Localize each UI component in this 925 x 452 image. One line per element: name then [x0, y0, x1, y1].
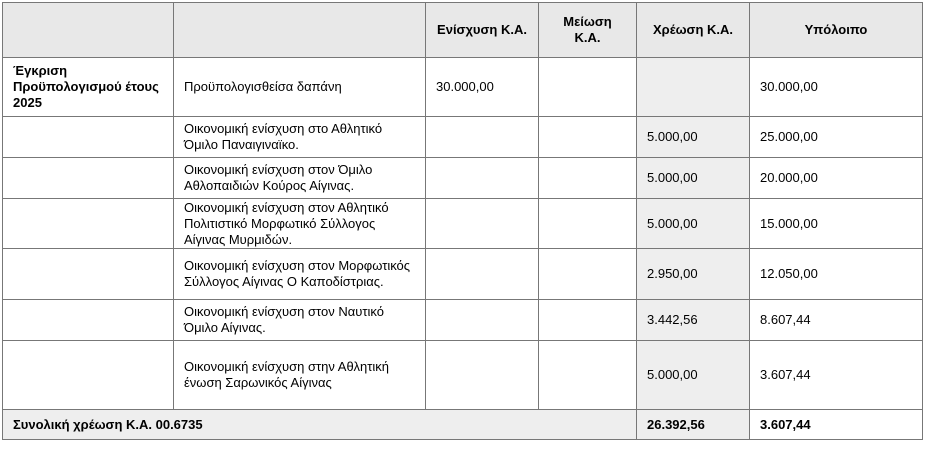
row-description: Οικονομική ενίσχυση στον Μορφωτικός Σύλλογος Αίγινας Ο Καποδίστριας. [174, 249, 426, 300]
row-xreosi: 5.000,00 [637, 158, 750, 199]
total-label: Συνολική χρέωση Κ.Α. 00.6735 [3, 410, 637, 440]
row-ypoloipo: 3.607,44 [750, 341, 923, 410]
row-label-empty [3, 158, 174, 199]
row-label-empty [3, 199, 174, 249]
header-cell-empty-1 [3, 3, 174, 58]
header-ypoloipo: Υπόλοιπο [750, 3, 923, 58]
row-xreosi: 5.000,00 [637, 199, 750, 249]
row-xreosi: 3.442,56 [637, 300, 750, 341]
row-enisxysi [426, 199, 539, 249]
approval-label: Έγκριση Προϋπολογισμού έτους 2025 [3, 58, 174, 117]
row-meiosi [539, 158, 637, 199]
row-ypoloipo: 12.050,00 [750, 249, 923, 300]
row-description: Οικονομική ενίσχυση στον Ναυτικό Όμιλο Αίγινας. [174, 300, 426, 341]
row-description: Οικονομική ενίσχυση στην Αθλητική ένωση Σαρωνικός Αίγινας [174, 341, 426, 410]
row-enisxysi [426, 117, 539, 158]
row-xreosi [637, 58, 750, 117]
row-label-empty [3, 249, 174, 300]
row-label-empty [3, 300, 174, 341]
row-description: Οικονομική ενίσχυση στο Αθλητικό Όμιλο Παναιγιναϊκο. [174, 117, 426, 158]
row-meiosi [539, 300, 637, 341]
row-label-empty [3, 117, 174, 158]
table-row [3, 58, 923, 117]
row-xreosi: 5.000,00 [637, 117, 750, 158]
table-row [3, 158, 923, 199]
header-cell-empty-2 [174, 3, 426, 58]
header-enisxysi: Ενίσχυση Κ.Α. [426, 3, 539, 58]
table-row [3, 300, 923, 341]
total-ypoloipo: 3.607,44 [750, 410, 923, 440]
row-enisxysi [426, 341, 539, 410]
row-ypoloipo: 25.000,00 [750, 117, 923, 158]
row-enisxysi: 30.000,00 [426, 58, 539, 117]
row-ypoloipo: 15.000,00 [750, 199, 923, 249]
table-row [3, 249, 923, 300]
row-ypoloipo: 20.000,00 [750, 158, 923, 199]
header-meiosi: Μείωση Κ.Α. [539, 3, 637, 58]
total-xreosi: 26.392,56 [637, 410, 750, 440]
row-ypoloipo: 8.607,44 [750, 300, 923, 341]
table-row [3, 199, 923, 249]
row-description: Οικονομική ενίσχυση στον Όμιλο Αθλοπαιδιών Κούρος Αίγινας. [174, 158, 426, 199]
row-meiosi [539, 249, 637, 300]
header-row [3, 3, 923, 58]
row-label-empty [3, 341, 174, 410]
row-enisxysi [426, 158, 539, 199]
row-xreosi: 2.950,00 [637, 249, 750, 300]
budget-table [2, 2, 923, 440]
total-row [3, 410, 923, 440]
row-description: Οικονομική ενίσχυση στον Αθλητικό Πολιτιστικό Μορφωτικό Σύλλογος Αίγινας Μυρμιδών. [174, 199, 426, 249]
header-xreosi: Χρέωση Κ.Α. [637, 3, 750, 58]
row-enisxysi [426, 249, 539, 300]
row-ypoloipo: 30.000,00 [750, 58, 923, 117]
row-meiosi [539, 58, 637, 117]
row-meiosi [539, 199, 637, 249]
table-row [3, 341, 923, 410]
row-xreosi: 5.000,00 [637, 341, 750, 410]
row-meiosi [539, 341, 637, 410]
table-row [3, 117, 923, 158]
row-enisxysi [426, 300, 539, 341]
row-description: Προϋπολογισθείσα δαπάνη [174, 58, 426, 117]
row-meiosi [539, 117, 637, 158]
